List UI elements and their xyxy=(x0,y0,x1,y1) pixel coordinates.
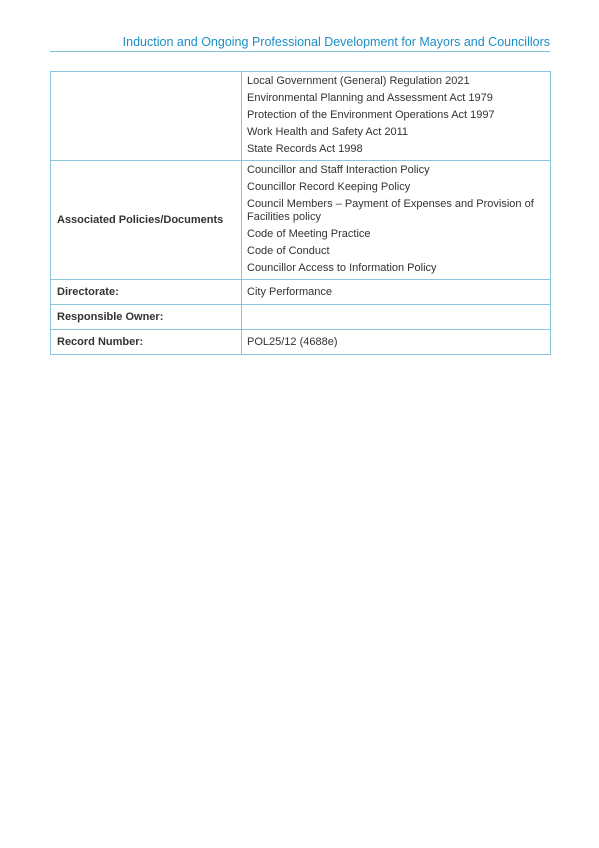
directorate-value: City Performance xyxy=(247,285,332,298)
record-number-row xyxy=(51,330,551,355)
page-header-title: Induction and Ongoing Professional Development for Mayors and Councillors xyxy=(122,35,550,49)
directorate-label: Directorate: xyxy=(51,280,242,305)
record-number-value-cell xyxy=(242,330,551,355)
responsible-owner-value-cell xyxy=(242,305,551,330)
record-number-label: Record Number: xyxy=(51,330,242,355)
directorate-value-cell xyxy=(242,280,551,305)
legislation-label-cell xyxy=(51,72,242,161)
associated-policy-item: Councillor and Staff Interaction Policy xyxy=(247,164,430,176)
legislation-item: State Records Act 1998 xyxy=(247,143,363,155)
policy-details-table xyxy=(50,71,551,355)
associated-policies-row xyxy=(51,161,551,280)
responsible-owner-label: Responsible Owner: xyxy=(51,305,242,330)
associated-policy-item: Councillor Access to Information Policy xyxy=(247,262,437,274)
associated-policy-item: Council Members – Payment of Expenses and Provision of Facilities policy xyxy=(247,198,534,223)
associated-policy-item: Councillor Record Keeping Policy xyxy=(247,181,411,193)
legislation-item: Work Health and Safety Act 2011 xyxy=(247,126,409,138)
record-number-value: POL25/12 (4688e) xyxy=(247,335,338,348)
legislation-item: Environmental Planning and Assessment Act 1979 xyxy=(247,92,493,104)
associated-policy-item: Code of Meeting Practice xyxy=(247,228,371,240)
legislation-value-cell xyxy=(242,72,551,161)
legislation-item: Protection of the Environment Operations Act 1997 xyxy=(247,109,495,121)
associated-policies-value-cell xyxy=(242,161,551,280)
associated-policy-item: Code of Conduct xyxy=(247,245,330,257)
directorate-row xyxy=(51,280,551,305)
legislation-item: Local Government (General) Regulation 2021 xyxy=(247,75,470,87)
responsible-owner-row xyxy=(51,305,551,330)
responsible-owner-value xyxy=(247,314,544,319)
page-header xyxy=(50,34,550,52)
legislation-row xyxy=(51,72,551,161)
associated-policies-label: Associated Policies/Documents xyxy=(51,161,242,280)
